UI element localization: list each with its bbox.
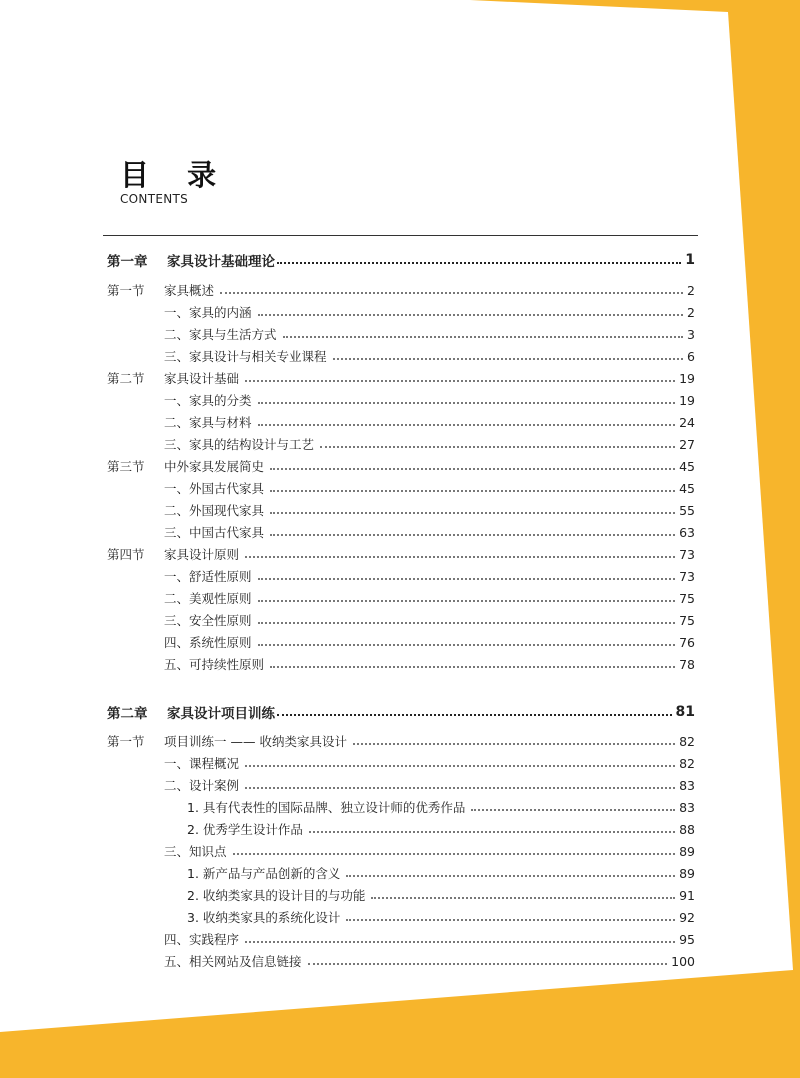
dot-leader — [270, 666, 675, 668]
dot-leader — [283, 336, 684, 338]
toc-section-row[interactable] — [103, 280, 695, 300]
dot-leader — [245, 941, 675, 943]
chapter-number: 第一章 — [107, 254, 148, 270]
toc-label — [103, 325, 277, 343]
toc-label-text: 项目训练一 —— 收纳类家具设计 — [164, 734, 347, 749]
section-number: 第四节 — [107, 547, 145, 562]
toc-label-text: 家具设计基础 — [164, 371, 240, 386]
toc-label-text: 二、家具与生活方式 — [164, 327, 277, 342]
page-number: 81 — [675, 704, 695, 720]
toc-label — [103, 250, 275, 270]
toc-label-text: 家具设计基础理论 — [167, 254, 275, 270]
dot-leader — [371, 897, 675, 899]
page-number: 45 — [679, 458, 695, 474]
toc-label — [103, 930, 239, 948]
toc-label — [103, 886, 365, 904]
dot-leader — [320, 446, 675, 448]
toc-label — [103, 820, 303, 838]
dot-leader — [270, 490, 675, 492]
dot-leader — [353, 743, 675, 745]
toc-heading — [120, 158, 230, 206]
dot-leader — [245, 556, 675, 558]
toc-entry-row[interactable] — [103, 390, 695, 410]
toc-label-text: 2. 优秀学生设计作品 — [187, 822, 303, 837]
toc-label-text: 中外家具发展简史 — [164, 459, 265, 474]
toc-section-row[interactable] — [103, 731, 695, 751]
toc-label — [103, 303, 252, 321]
dot-leader — [333, 358, 684, 360]
toc-label — [103, 479, 264, 497]
toc-label-text: 三、中国古代家具 — [164, 525, 265, 540]
page-number: 73 — [679, 568, 695, 584]
page-number: 2 — [687, 282, 695, 298]
toc-label — [103, 633, 252, 651]
dot-leader — [233, 853, 676, 855]
toc-label-text: 四、实践程序 — [164, 932, 240, 947]
page-number: 89 — [679, 865, 695, 881]
toc-entry-row[interactable] — [103, 654, 695, 674]
toc-label — [103, 523, 264, 541]
toc-entry-row[interactable] — [103, 434, 695, 454]
page-number: 63 — [679, 524, 695, 540]
toc-label-text: 1. 具有代表性的国际品牌、独立设计师的优秀作品 — [187, 800, 466, 815]
page-number: 19 — [679, 392, 695, 408]
toc-label — [103, 391, 252, 409]
toc-label-text: 五、相关网站及信息链接 — [164, 954, 302, 969]
toc-label-text: 一、舒适性原则 — [164, 569, 252, 584]
toc-entry-row[interactable] — [103, 907, 695, 927]
toc-label — [103, 501, 264, 519]
toc-label — [103, 754, 239, 772]
page-number: 83 — [679, 777, 695, 793]
dot-leader — [346, 875, 675, 877]
toc-label-text: 三、家具的结构设计与工艺 — [164, 437, 315, 452]
toc-entry-row[interactable] — [103, 588, 695, 608]
toc-label-text: 四、系统性原则 — [164, 635, 252, 650]
page-number: 19 — [679, 370, 695, 386]
toc-label — [103, 567, 252, 585]
toc-label — [103, 908, 340, 926]
dot-leader — [258, 622, 676, 624]
page-number: 82 — [679, 733, 695, 749]
page-number: 83 — [679, 799, 695, 815]
toc-label-text: 3. 收纳类家具的系统化设计 — [187, 910, 341, 925]
dot-leader — [277, 714, 672, 716]
toc-label-text: 一、课程概况 — [164, 756, 240, 771]
page-number: 73 — [679, 546, 695, 562]
toc-entry-row[interactable] — [103, 412, 695, 432]
page-number: 55 — [679, 502, 695, 518]
toc-entry-row[interactable] — [103, 775, 695, 795]
toc-label — [103, 842, 227, 860]
toc-label — [103, 776, 239, 794]
dot-leader — [245, 765, 675, 767]
toc-label — [103, 545, 239, 563]
toc-title: 目 录 — [120, 158, 231, 192]
page-number: 95 — [679, 931, 695, 947]
page-number: 45 — [679, 480, 695, 496]
section-number: 第一节 — [107, 734, 145, 749]
toc-label — [103, 702, 275, 722]
toc-label — [103, 589, 252, 607]
toc-entry-row[interactable] — [103, 302, 695, 322]
page-number: 75 — [679, 590, 695, 606]
toc-label — [103, 347, 327, 365]
page-number: 92 — [679, 909, 695, 925]
heading-rule — [103, 235, 698, 236]
section-number: 第二节 — [107, 371, 145, 386]
page-number: 76 — [679, 634, 695, 650]
toc-entry-row[interactable] — [103, 951, 695, 971]
section-number: 第三节 — [107, 459, 145, 474]
dot-leader — [270, 512, 675, 514]
toc-entry-row[interactable] — [103, 929, 695, 949]
toc-label — [103, 369, 239, 387]
toc-subtitle: CONTENTS — [120, 192, 189, 206]
dot-leader — [258, 314, 684, 316]
toc-section-row[interactable] — [103, 456, 695, 476]
toc-label-text: 三、家具设计与相关专业课程 — [164, 349, 327, 364]
dot-leader — [270, 534, 675, 536]
dot-leader — [220, 292, 683, 294]
toc-label-text: 二、设计案例 — [164, 778, 240, 793]
page-number: 6 — [687, 348, 695, 364]
page-number: 91 — [679, 887, 695, 903]
toc-label-text: 三、安全性原则 — [164, 613, 252, 628]
dot-leader — [471, 809, 675, 811]
dot-leader — [258, 644, 676, 646]
toc-label — [103, 864, 340, 882]
toc-section-row[interactable] — [103, 368, 695, 388]
toc-entry-row[interactable] — [103, 346, 695, 366]
chapter-number: 第二章 — [107, 706, 148, 722]
toc-entry-row[interactable] — [103, 841, 695, 861]
toc-entry-row[interactable] — [103, 522, 695, 542]
dot-leader — [270, 468, 675, 470]
toc-label-text: 三、知识点 — [164, 844, 227, 859]
page-number: 88 — [679, 821, 695, 837]
toc-label-text: 2. 收纳类家具的设计目的与功能 — [187, 888, 366, 903]
page-number: 75 — [679, 612, 695, 628]
toc-label-text: 一、外国古代家具 — [164, 481, 265, 496]
section-number: 第一节 — [107, 283, 145, 298]
toc-chapter-row[interactable] — [103, 250, 695, 270]
toc-label — [103, 457, 264, 475]
toc-label — [103, 732, 347, 750]
toc-entry-row[interactable] — [103, 632, 695, 652]
dot-leader — [258, 402, 676, 404]
toc-label-text: 一、家具的内涵 — [164, 305, 252, 320]
page-number: 1 — [685, 252, 695, 268]
toc-label-text: 五、可持续性原则 — [164, 657, 265, 672]
toc-label — [103, 435, 314, 453]
toc-label-text: 二、外国现代家具 — [164, 503, 265, 518]
dot-leader — [346, 919, 675, 921]
toc-label — [103, 281, 214, 299]
dot-leader — [277, 262, 681, 264]
toc-entry-row[interactable] — [103, 566, 695, 586]
page-number: 3 — [687, 326, 695, 342]
toc-label — [103, 798, 465, 816]
page-number: 24 — [679, 414, 695, 430]
page-number: 89 — [679, 843, 695, 859]
toc-entry-row[interactable] — [103, 753, 695, 773]
toc-label-text: 家具设计原则 — [164, 547, 240, 562]
toc-entry-row[interactable] — [103, 797, 695, 817]
toc-entry-row[interactable] — [103, 500, 695, 520]
toc-label-text: 二、美观性原则 — [164, 591, 252, 606]
toc-label-text: 1. 新产品与产品创新的含义 — [187, 866, 341, 881]
page-number: 27 — [679, 436, 695, 452]
dot-leader — [308, 963, 668, 965]
toc-label — [103, 611, 252, 629]
dot-leader — [258, 424, 676, 426]
toc-chapter-row[interactable] — [103, 702, 695, 722]
toc-label-text: 家具设计项目训练 — [167, 706, 275, 722]
toc-label-text: 二、家具与材料 — [164, 415, 252, 430]
toc-label — [103, 952, 302, 970]
toc-entry-row[interactable] — [103, 478, 695, 498]
dot-leader — [258, 578, 676, 580]
dot-leader — [309, 831, 675, 833]
toc-entry-row[interactable] — [103, 885, 695, 905]
toc-entry-row[interactable] — [103, 324, 695, 344]
toc-entry-row[interactable] — [103, 863, 695, 883]
toc-label — [103, 655, 264, 673]
dot-leader — [245, 787, 675, 789]
dot-leader — [245, 380, 675, 382]
toc-label — [103, 413, 252, 431]
toc-entry-row[interactable] — [103, 610, 695, 630]
toc-label-text: 一、家具的分类 — [164, 393, 252, 408]
toc-section-row[interactable] — [103, 544, 695, 564]
toc-label-text: 家具概述 — [164, 283, 215, 298]
dot-leader — [258, 600, 676, 602]
page-number: 2 — [687, 304, 695, 320]
page-number: 100 — [671, 953, 695, 969]
page-number: 82 — [679, 755, 695, 771]
toc-entry-row[interactable] — [103, 819, 695, 839]
page-number: 78 — [679, 656, 695, 672]
